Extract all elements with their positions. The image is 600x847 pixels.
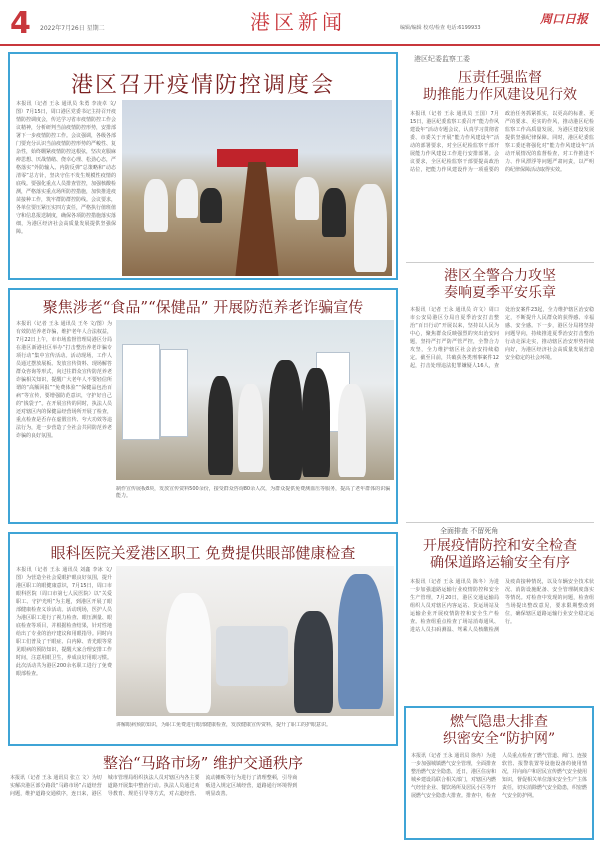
article-body-transport: 本报讯（记者 王永 通讯员 陈冬）为进一步加强道路运输行业疫情防控和安全生产管理，7月20日，港区交通运输局组织人员对辖区内客运站、货运场站及运输企业开展疫情防控和安全生产检查。检查组重点检查了场站消毒通风、进站人员扫码测温、驾乘人员核酸检测及疫苗接种情况，以及车辆安全技术状况、消防设施配备、安全管理制度落实等情况。对检查中发现的问题，检查组当场提出整改意见，要求限期整改到位，确保辖区道路运输行业安全稳定运行。 [410, 579, 594, 633]
article-epidemic-meeting [8, 52, 398, 280]
newspaper-logo: 周口日报 [540, 12, 589, 26]
photo-caption: 讲解眼病预防知识，为职工免费进行眼部健康检查，发放健康宣传资料，提升了职工的护眼意识。 [116, 722, 332, 728]
article-body-discipline: 本报讯（记者 王永 通讯员 王国）7月15日，港区纪委监察工委召开“能力作风建设年”活动专题会议，认真学习贯彻省委、市委关于开展“能力作风建设年”活动的部署要求，对全区纪检监察干部开展能力作风建设工作进行安排部署。会议要求，全区纪检监察干部要提高政治站位，把能力作风建设作为一项重要的政治任务抓紧抓实，以更高的标准、更严的要求、更实的作风，推动港区纪检监察工作高质量发展，为港区建设发展提供坚强纪律保障。同时，港区纪委监察工委还将强化对“能力作风建设年”活动开展情况的监督检查，对工作推进不力、作风漂浮等问题严肃问责，以严明的纪律保障活动取得实效。 [410, 111, 594, 173]
page-header [0, 0, 600, 46]
article-body-road-market: 本报讯（记者 王永 通讯员 张立 文）为切实解决港区部分路段“马路市场”占道经营问题，维护道路交通秩序，连日来，港区城市管理局组织执法人员对辖区内各主要道路开展集中整治行动。执法人员通过劝导教育、规范引导等方式，对占道经营、流动摊贩等行为进行了清理整顿，引导商贩进入规定区域经营，道路通行环境得到明显改善。 [10, 775, 298, 797]
headline: 聚焦涉老“食品”“保健品” 开展防范养老诈骗宣传 [42, 298, 364, 316]
page-number: 4 [10, 6, 31, 41]
article-anti-fraud [8, 288, 398, 524]
article-eye-check [8, 532, 398, 746]
article-gas-safety [404, 706, 594, 840]
article-body-gas: 本报讯（记者 王永 通讯员 徐冉）为进一步加强城镇燃气安全管理，全面排查整治燃气安全隐患，近日，港区住房和城乡建设局联合相关部门，对辖区内燃气经营企业、餐饮场所及居民小区等开展燃气安全隐患大排查。排查中，检查人员重点检查了燃气管道、阀门、连接软管、报警装置等设施设备的使用情况，并向商户和居民宣传燃气安全使用知识，督促相关单位落实安全生产主体责任，切实消除燃气安全隐患，织密燃气安全防护网。 [411, 753, 587, 799]
article-body-police: 本报讯（记者 王永 通讯员 许文）周口市公安局港区分局自夏季治安打击整治“百日行动”开展以来，坚持以人民为中心，聚焦群众反映强烈的突出治安问题，坚持严打严防严管严控，全警合力攻坚，全力维护辖区社会治安持续稳定。截至目前，共破获各类刑事案件12起，打击处理违法犯罪嫌疑人16人，查处治安案件23起，全力维护辖区治安稳定，不断提升人民群众的获得感、幸福感、安全感。下一步，港区分局将坚持问题导向，持续推进夏季治安打击整治行动走深走实，推动辖区治安形势持续向好，为港区经济社会高质量发展营造安全稳定的社会环境。 [410, 307, 594, 369]
headline: 港区召开疫情防控调度会 [70, 73, 335, 98]
article-body: 本报讯（记者 王永 通讯员 王冬 文/图）为有效防范养老诈骗，维护老年人合法权益，7月22日上午，市市场监督管理局港区分局在港区新港社区举办“打击整治养老诈骗专项行动”集中宣传活动。活动现场，工作人员通过摆放展板、发放宣传资料、现场解答群众咨询等形式，向过往群众宣传防范养老诈骗相关知识，提醒广大老年人不要轻信所谓的“高额回报”“免费体验”“保健品包治百病”等宣传，要增强防范意识，守护好自己的“钱袋子”。在开展宣传的同时，执法人员还对辖区内的保健品经营场所开展了检查，重点检查是否存在虚假宣传、夸大功效等违法行为，进一步营造了全社会共同防范养老诈骗的良好氛围。 [16, 321, 112, 439]
kicker-inspection: 全面排查 不留死角 [440, 527, 499, 535]
meeting-photo [122, 100, 392, 276]
section-name: 港区新闻 [250, 10, 346, 34]
outdoor-campaign-photo [116, 320, 394, 480]
editor-contacts: 编辑/编辑 校对/检查 电话:6199933 [400, 25, 481, 31]
headline-gas: 燃气隐患大排查 织密安全“防护网” [442, 714, 556, 747]
article-body: 本报讯（记者 王永 通讯员 刘鑫 李冰 文/图）为营造全社会爱眼护眼良好氛围，提升港区职工的眼健康意识，7月15日，周口市眼科医院（周口市第七人民医院）以“关爱职工、守护光明”为主题，到港区开展了眼部健康检查义诊活动。活动现场，医护人员为港区职工进行了视力检查、眼压测量、眼底检查等项目，并根据检查结果，针对性地给出了专业的治疗建议和用眼指导。同时向职工们普及了干眼症、白内障、青光眼等常见眼病的预防知识，提醒大家合理安排工作时间，注意用眼卫生，养成良好用眼习惯。此次活动共为港区200余名职工进行了免费眼部检查。 [16, 567, 112, 677]
headline-discipline: 压责任强监督 助推能力作风建设见行效 [423, 70, 577, 103]
eye-exam-photo [116, 566, 394, 716]
issue-date: 2022年7月26日 星期二 [40, 25, 105, 32]
headline-police: 港区全警合力攻坚 奏响夏季平安乐章 [444, 268, 556, 301]
headline-road-market: 整治“马路市场” 维护交通秩序 [102, 754, 304, 772]
kicker-discipline: 港区纪委监察工委 [414, 55, 470, 63]
headline-transport: 开展疫情防控和安全检查 确保道路运输安全有序 [423, 538, 577, 571]
photo-caption: 制作宣传展板8块，发放宣传资料500余份，接受群众咨询80余人次，为群众提供免费测血压等服务，提高了老年群体的识骗能力。 [116, 486, 391, 499]
headline: 眼科医院关爱港区职工 免费提供眼部健康检查 [50, 544, 356, 562]
article-body: 本报讯（记者 王永 通讯员 朱勇 李凌卓 文/图）7月15日，周口港区党委书记主持召开疫情防控调度会，传达学习省市疫情防控工作会议精神，分析研判当前疫情防控形势，安排部署下一步疫情防控工作。会议强调，各级各部门要充分认识当前疫情防控形势的严峻性、复杂性，始终绷紧疫情防控这根弦，坚决克服麻痹思想、厌战情绪、侥幸心理、松劲心态，严格落实“外防输入、内防反弹”总策略和“动态清零”总方针，坚决守住不发生规模性疫情的底线。要强化重点人员排查管控，加强核酸检测，严格落实重点场所防控措施，加快推进疫苗接种工作，筑牢群防群控防线。会议要求，各单位要压紧压实四方责任，严格执行值班值守和信息报送制度，确保各项防控措施落实落细，为港区经济社会高质量发展提供坚强保障。 [16, 101, 116, 235]
